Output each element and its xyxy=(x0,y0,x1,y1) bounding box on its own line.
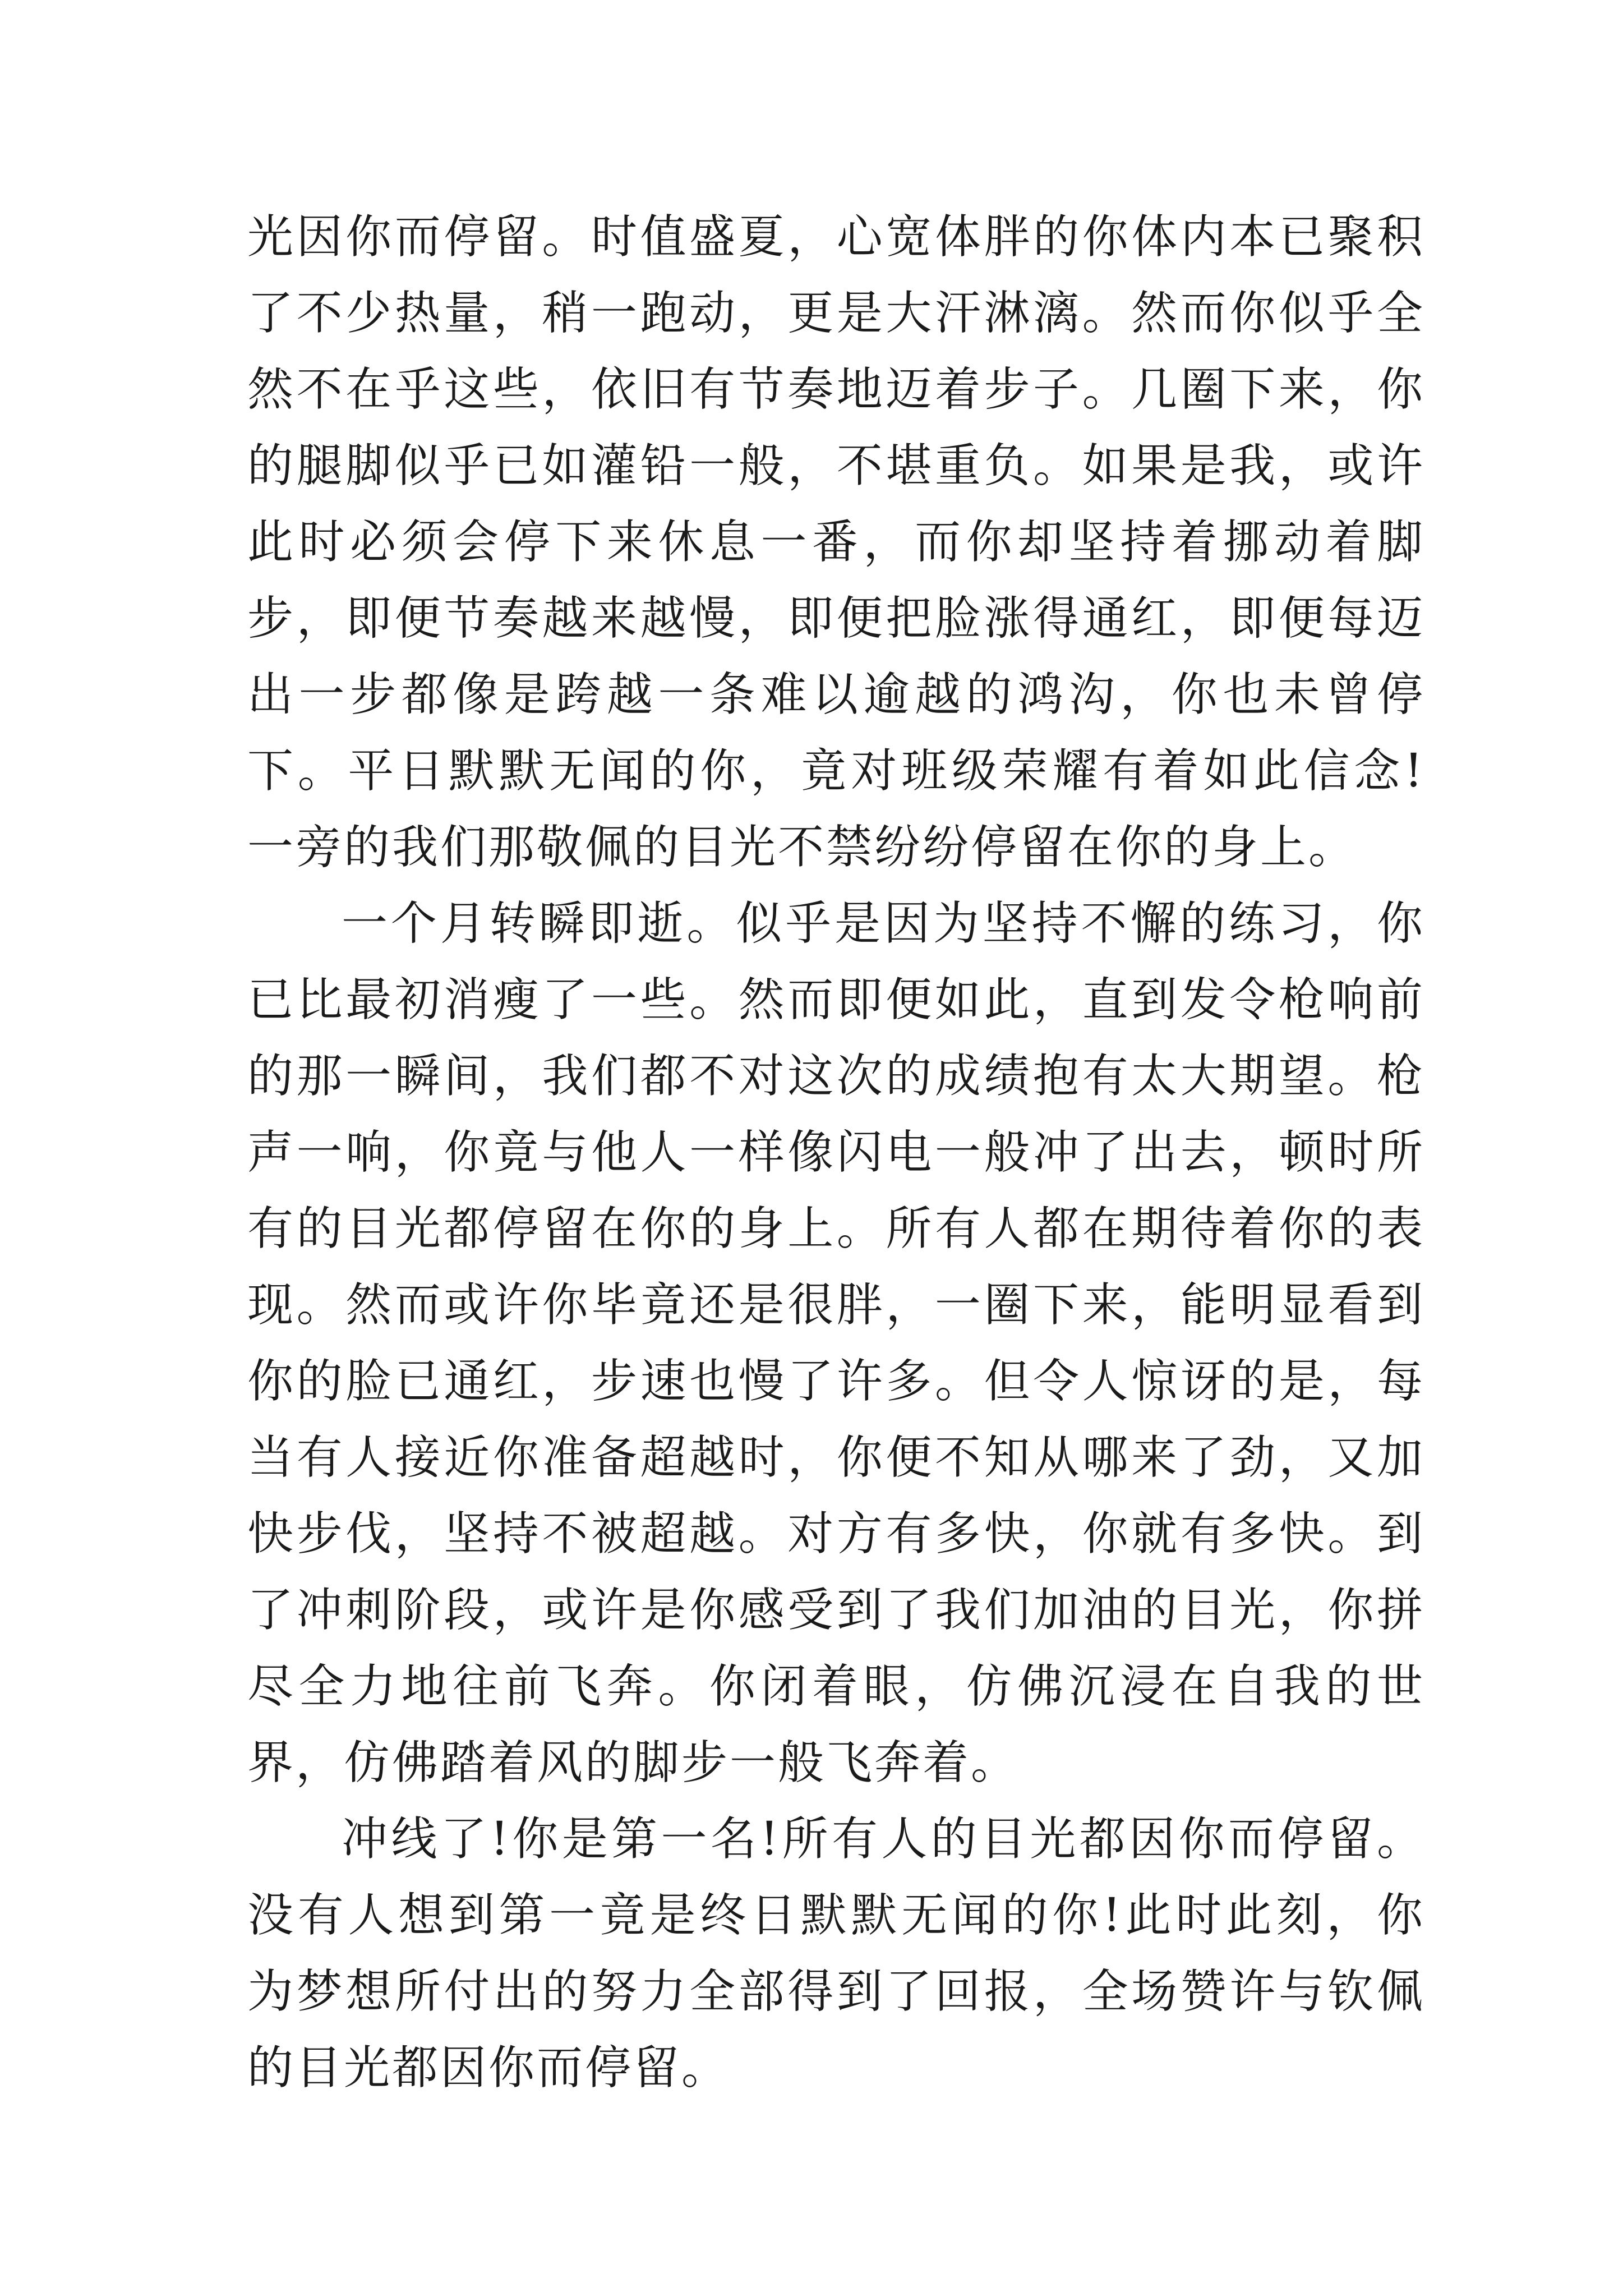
paragraph-1: 光因你而停留。时值盛夏，心宽体胖的你体内本已聚积了不少热量，稍一跑动，更是大汗淋漓。然而你似乎全然不在乎这些，依旧有节奏地迈着步子。几圈下来，你的腿脚似乎已如灌铅一般，不堪重负。如果是我，或许此时必须会停下来休息一番，而你却坚持着挪动着脚步，即便节奏越来越慢，即便把脸涨得通红，即便每迈出一步都像是跨越一条难以逾越的鸿沟，你也未曾停下。平日默默无闻的你，竟对班级荣耀有着如此信念!一旁的我们那敬佩的目光不禁纷纷停留在你的身上。 xyxy=(247,210,1425,874)
paragraph-2: 一个月转瞬即逝。似乎是因为坚持不懈的练习，你已比最初消瘦了一些。然而即便如此，直到发令枪响前的那一瞬间，我们都不对这次的成绩抱有太大期望。枪声一响，你竟与他人一样像闪电一般冲了出去，顿时所有的目光都停留在你的身上。所有人都在期待着你的表现。然而或许你毕竟还是很胖，一圈下来，能明显看到你的脸已通红，步速也慢了许多。但令人惊讶的是，每当有人接近你准备超越时，你便不知从哪来了劲，又加快步伐，坚持不被超越。对方有多快，你就有多快。到了冲刺阶段，或许是你感受到了我们加油的目光，你拼尽全力地往前飞奔。你闭着眼，仿佛沉浸在自我的世界，仿佛踏着风的脚步一般飞奔着。 xyxy=(247,897,1425,1789)
paragraph-3: 冲线了!你是第一名!所有人的目光都因你而停留。没有人想到第一竟是终日默默无闻的你!此时此刻，你为梦想所付出的努力全部得到了回报，全场赞许与钦佩的目光都因你而停留。 xyxy=(247,1812,1425,2095)
document-body xyxy=(247,199,1425,2106)
